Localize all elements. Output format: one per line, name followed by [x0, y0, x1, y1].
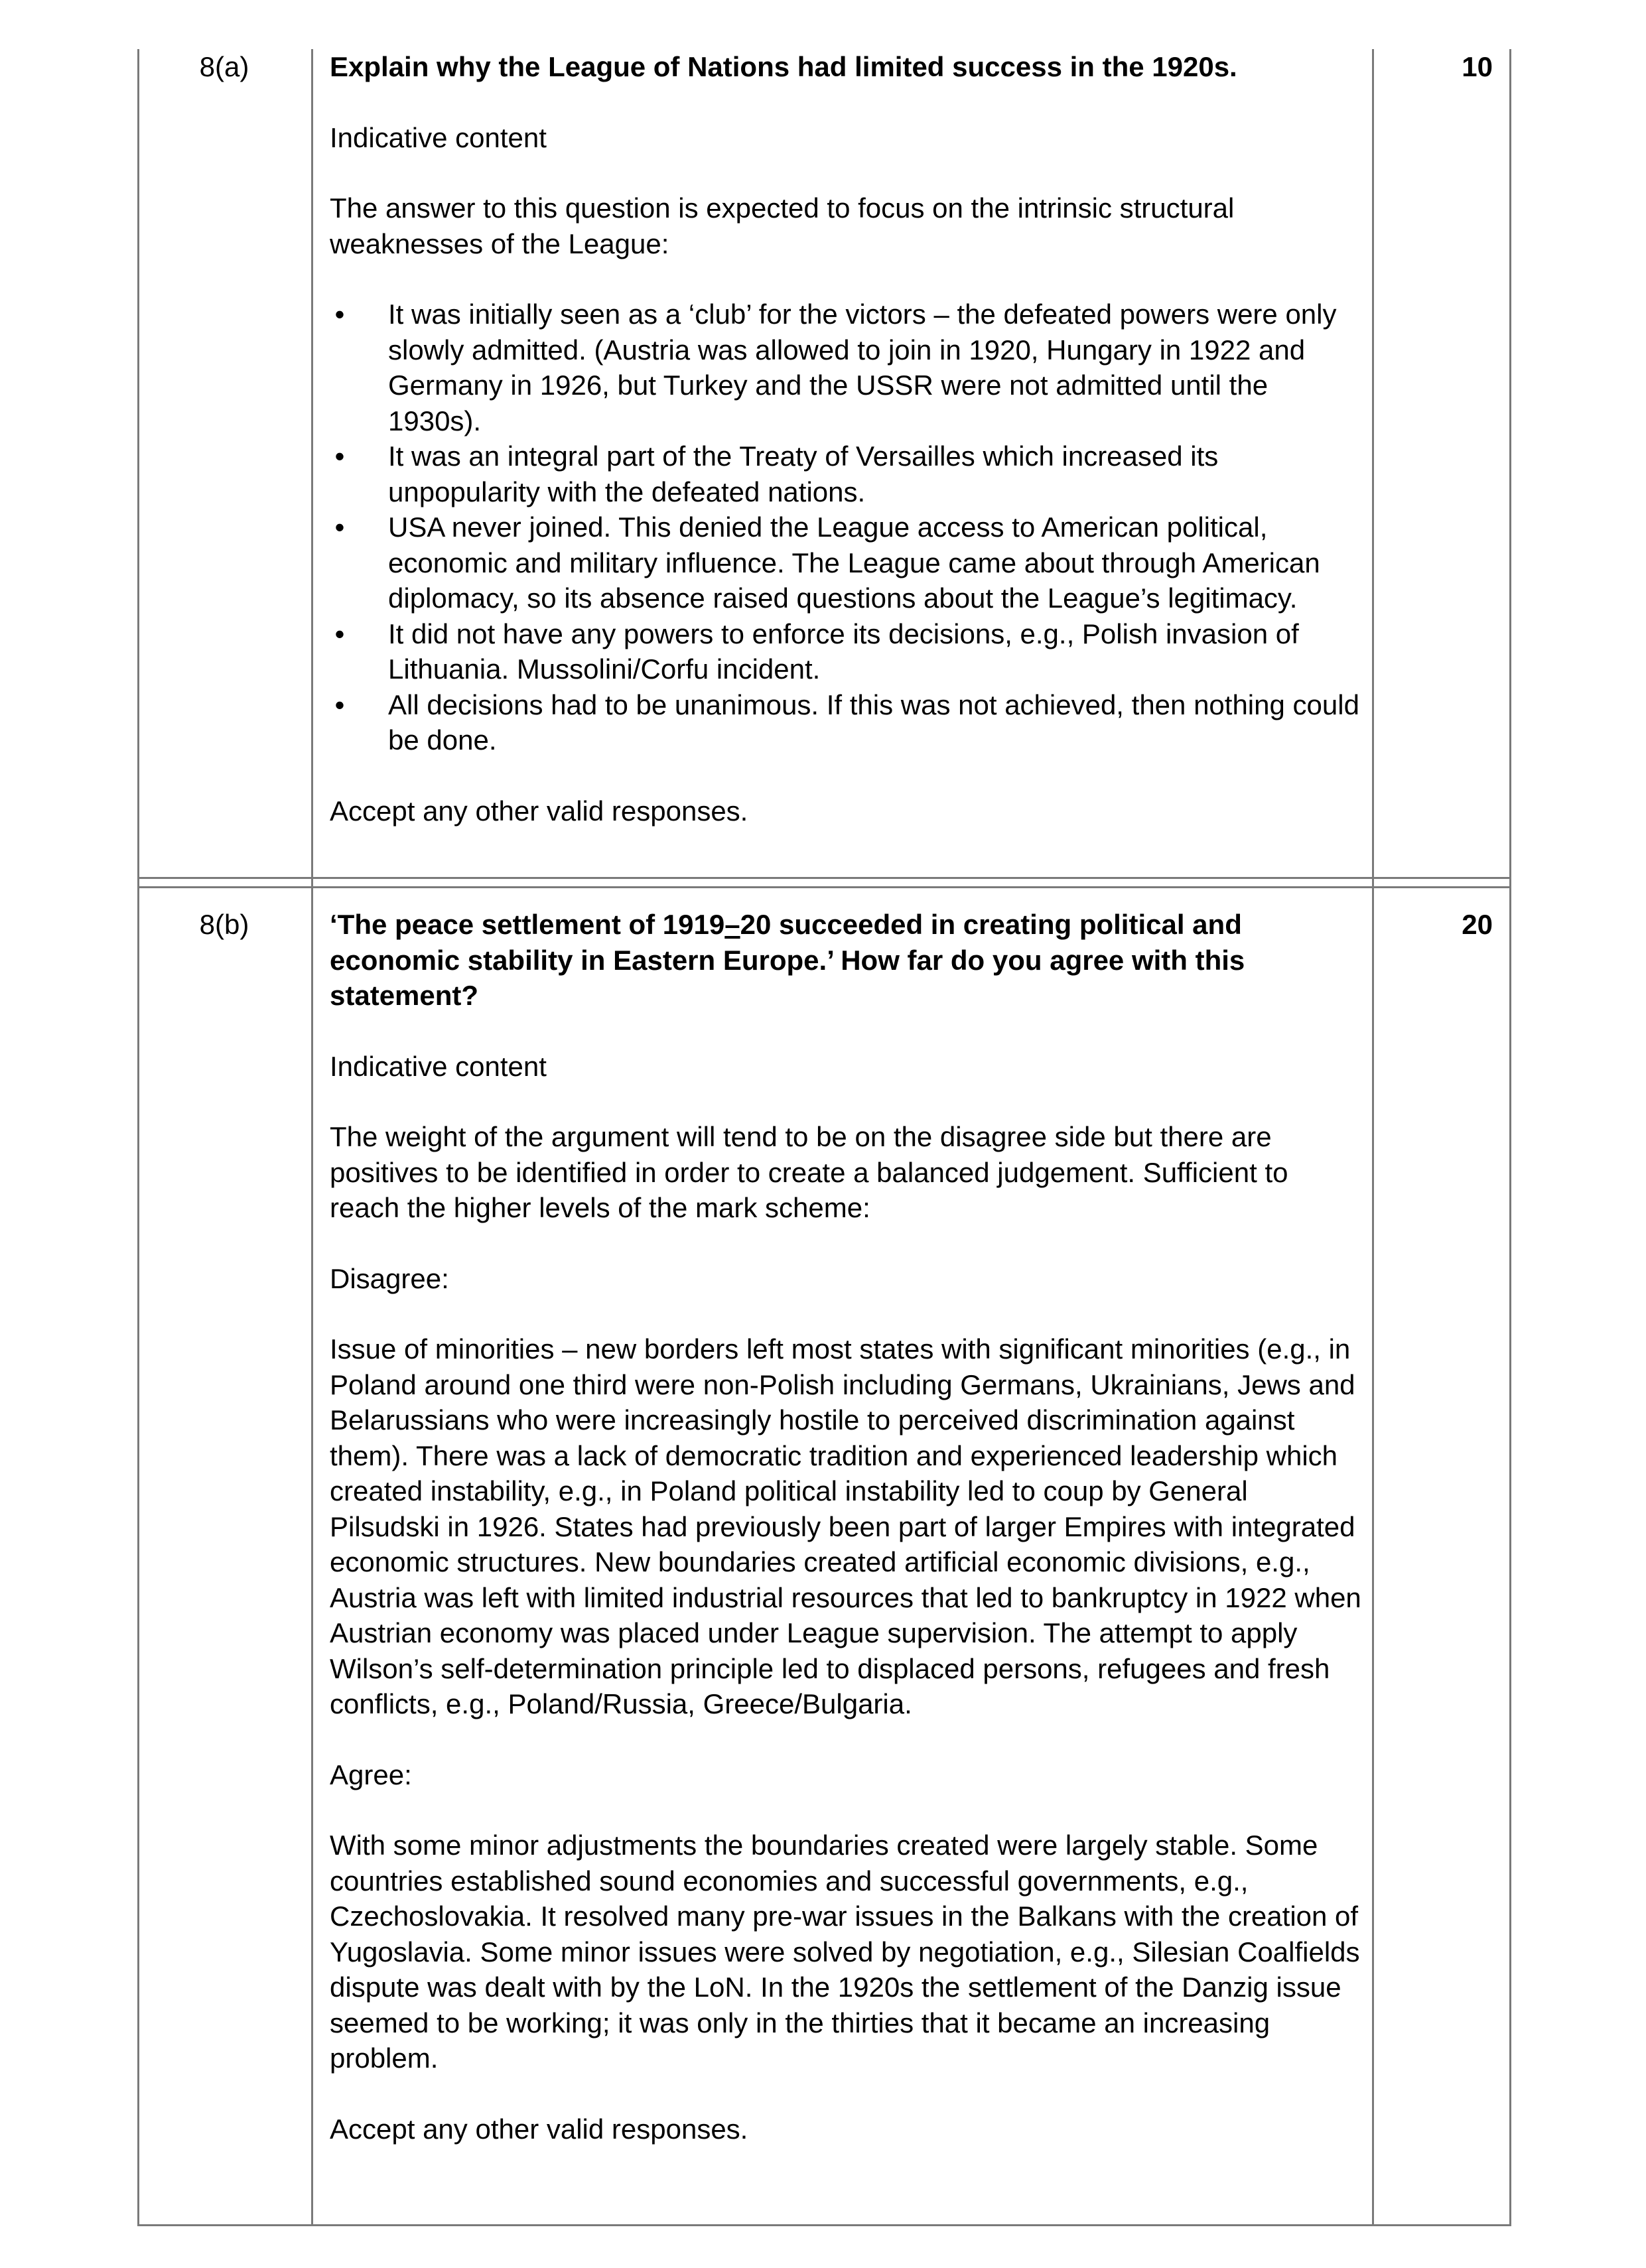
marks-8b: 20	[1462, 909, 1493, 940]
answer-content-8a	[330, 49, 1365, 829]
bullet-icon: •	[334, 299, 345, 330]
table-column-divider-1	[311, 49, 313, 2226]
question-number-8b: 8(b)	[199, 909, 249, 940]
list-item: • It did not have any powers to enforce its decisions, e.g., Polish invasion of Lithuania. Mussolini/Corfu incident.	[330, 616, 1365, 687]
closing-note: Accept any other valid responses.	[330, 2113, 748, 2145]
list-item: • It was initially seen as a ‘club’ for the victors – the defeated powers were only slowly admitted. (Austria was allowed to join in 1920, Hungary in 1922 and Germany in 1926, but Turkey and the USSR were not admitted until the 1930s).	[330, 297, 1365, 438]
row-separator-bottom	[137, 886, 1511, 888]
question-text-8b: ‘The peace settlement of 1919–20 succeeded in creating political and economic stability in Eastern Europe.’ How far do you agree with this statement?	[330, 909, 1245, 1011]
bullet-icon: •	[334, 689, 345, 720]
bullet-icon: •	[334, 511, 345, 543]
closing-note: Accept any other valid responses.	[330, 795, 748, 827]
marks-8a: 10	[1462, 51, 1493, 82]
disagree-paragraph: Issue of minorities – new borders left most states with significant minorities (e.g., in Poland around one third were non-Polish including Germans, Ukrainians, Jews and Belarussians who were increasingly hostile to perceived discrimination against them). There was a lack of democratic tradition and experienced leadership which created instability, e.g., in Poland political instability led to coup by General Pilsudski in 1926. States had previously been part of larger Empires with integrated economic structures. New boundaries created artificial economic divisions, e.g., Austria was left with limited industrial resources that led to bankruptcy in 1922 when Austrian economy was placed under League supervision. The attempt to apply Wilson’s self-determination principle led to displaced persons, refugees and fresh conflicts, e.g., Poland/Russia, Greece/Bulgaria.	[330, 1333, 1361, 1719]
indicative-content-label: Indicative content	[330, 1050, 547, 1082]
list-item: • All decisions had to be unanimous. If this was not achieved, then nothing could be done.	[330, 687, 1365, 758]
bullet-icon: •	[334, 618, 345, 649]
list-item: • It was an integral part of the Treaty of Versailles which increased its unpopularity with the defeated nations.	[330, 438, 1365, 509]
answer-content-8b	[330, 907, 1365, 2147]
intro-paragraph: The answer to this question is expected to focus on the intrinsic structural weaknesses of the League:	[330, 192, 1235, 259]
intro-paragraph: The weight of the argument will tend to be on the disagree side but there are positives to be identified in order to create a balanced judgement. Sufficient to reach the higher levels of the mark scheme:	[330, 1121, 1288, 1223]
question-text-8a: Explain why the League of Nations had limited success in the 1920s.	[330, 51, 1237, 82]
disagree-heading: Disagree:	[330, 1262, 449, 1294]
list-item: • USA never joined. This denied the League access to American political, economic and military influence. The League came about through American diplomacy, so its absence raised questions about the League’s legitimacy.	[330, 509, 1365, 616]
table-column-divider-2	[1372, 49, 1374, 2226]
indicative-content-label: Indicative content	[330, 121, 547, 153]
bullet-list	[330, 297, 1365, 758]
table-right-border	[1509, 49, 1511, 2226]
agree-heading: Agree:	[330, 1759, 412, 1790]
bullet-icon: •	[334, 440, 345, 472]
agree-paragraph: With some minor adjustments the boundaries created were largely stable. Some countries established sound economies and successful governments, e.g., Czechoslovakia. It resolved many pre-war issues in the Balkans with the creation of Yugoslavia. Some minor issues were solved by negotiation, e.g., Silesian Coalfields dispute was dealt with by the LoN. In the 1920s the settlement of the Danzig issue seemed to be working; it was only in the thirties that it became an increasing problem.	[330, 1830, 1360, 2074]
table-bottom-border	[137, 2224, 1511, 2226]
question-number-8a: 8(a)	[199, 51, 249, 82]
table-left-border	[137, 49, 139, 2226]
row-separator-top	[137, 877, 1511, 879]
